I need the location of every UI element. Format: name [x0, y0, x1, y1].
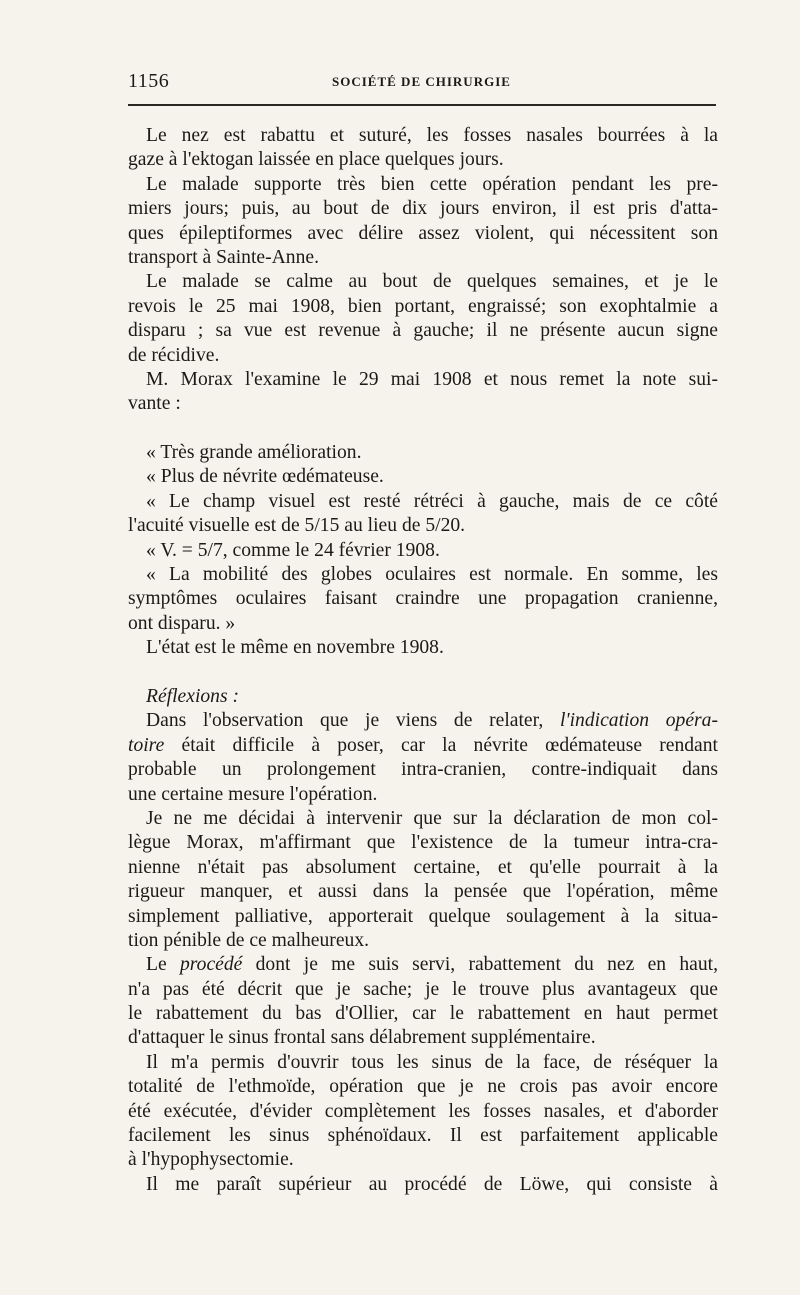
- text-line: transport à Sainte-Anne.: [128, 246, 319, 268]
- paragraph-gap: [128, 661, 718, 685]
- body-text: [128, 124, 718, 1197]
- page-number: 1156: [128, 70, 170, 92]
- text-line: rigueur manquer, et aussi dans la pensée que l'opération, même: [128, 881, 718, 903]
- text-line: nienne n'était pas absolument certaine, et qu'elle pourrait à la: [128, 856, 718, 878]
- text-line: à l'hypophysectomie.: [128, 1149, 294, 1171]
- italic-fragment: procédé: [179, 954, 243, 976]
- text-line: lègue Morax, m'affirmant que l'existence de la tumeur intra-cra-: [128, 832, 718, 854]
- text-line: « Plus de névrite œdémateuse.: [146, 466, 384, 488]
- text-line: facilement les sinus sphénoïdaux. Il est parfaitement applicable: [128, 1125, 718, 1147]
- text-line: Il me paraît supérieur au procédé de Löwe, qui consiste à: [146, 1173, 718, 1195]
- text-line: ques épileptiformes avec délire assez violent, qui nécessitent son: [128, 222, 718, 244]
- paragraph-gap: [128, 417, 718, 441]
- text-line: été exécutée, d'évider complètement les fosses nasales, et d'aborder: [128, 1100, 718, 1122]
- italic-fragment: toire: [128, 734, 165, 756]
- running-title: SOCIÉTÉ DE CHIRURGIE: [332, 74, 511, 89]
- text-line: « V. = 5/7, comme le 24 février 1908.: [146, 539, 440, 561]
- running-head: [128, 70, 716, 96]
- section-heading: [128, 685, 718, 709]
- text-line: revois le 25 mai 1908, bien portant, engraissé; son exophtalmie a: [128, 295, 718, 317]
- text-line: vante :: [128, 393, 181, 415]
- text-line: M. Morax l'examine le 29 mai 1908 et nous remet la note sui-: [146, 368, 718, 390]
- text-line: symptômes oculaires faisant craindre une propagation cranienne,: [128, 588, 718, 610]
- text-line: [128, 734, 718, 758]
- heading-text: Réflexions :: [146, 685, 240, 707]
- text-line: ont disparu. »: [128, 612, 236, 634]
- text-line: [128, 709, 718, 733]
- text-line: d'attaquer le sinus frontal sans délabrement supplémentaire.: [128, 1027, 596, 1049]
- text-line: n'a pas été décrit que je sache; je le trouve plus avantageux que: [128, 978, 718, 1000]
- text-line: miers jours; puis, au bout de dix jours environ, il est pris d'atta-: [128, 198, 718, 220]
- text-line: Le nez est rabattu et suturé, les fosses nasales bourrées à la: [146, 125, 718, 146]
- text-line: probable un prolongement intra-cranien, contre-indiquait dans: [128, 759, 718, 781]
- text-line: disparu ; sa vue est revenue à gauche; il ne présente aucun signe: [128, 320, 718, 342]
- text-line: Le malade supporte très bien cette opération pendant les pre-: [146, 173, 718, 195]
- text-fragment: dont je me suis servi, rabattement du nez en haut,: [242, 954, 718, 976]
- text-line: L'état est le même en novembre 1908.: [146, 637, 444, 659]
- text-fragment: était difficile à poser, car la névrite œdémateuse rendant: [164, 734, 718, 756]
- text-line: le rabattement du bas d'Ollier, car le rabattement en haut permet: [128, 1003, 718, 1025]
- text-line: simplement palliative, apporterait quelque soulagement à la situa-: [128, 905, 718, 927]
- text-line: « La mobilité des globes oculaires est normale. En somme, les: [146, 564, 718, 586]
- text-line: Le malade se calme au bout de quelques semaines, et je le: [146, 271, 718, 293]
- text-line: totalité de l'ethmoïde, opération que je ne crois pas avoir encore: [128, 1076, 718, 1098]
- text-line: tion pénible de ce malheureux.: [128, 929, 370, 951]
- text-line: l'acuité visuelle est de 5/15 au lieu de 5/20.: [128, 515, 466, 537]
- text-line: « Le champ visuel est resté rétréci à gauche, mais de ce côté: [146, 490, 718, 512]
- text-fragment: Le: [146, 954, 180, 976]
- text-line: « Très grande amélioration.: [146, 442, 362, 464]
- text-line: une certaine mesure l'opération.: [128, 783, 378, 805]
- text-line: Il m'a permis d'ouvrir tous les sinus de la face, de réséquer la: [146, 1051, 718, 1073]
- italic-fragment: l'indication opéra-: [559, 710, 718, 732]
- header-rule: [128, 104, 716, 106]
- text-line: Je ne me décidai à intervenir que sur la déclaration de mon col-: [146, 807, 718, 829]
- text-line: gaze à l'ektogan laissée en place quelques jours.: [128, 149, 504, 171]
- text-line: [128, 953, 718, 977]
- text-line: de récidive.: [128, 344, 220, 366]
- text-fragment: Dans l'observation que je viens de relater,: [146, 710, 560, 732]
